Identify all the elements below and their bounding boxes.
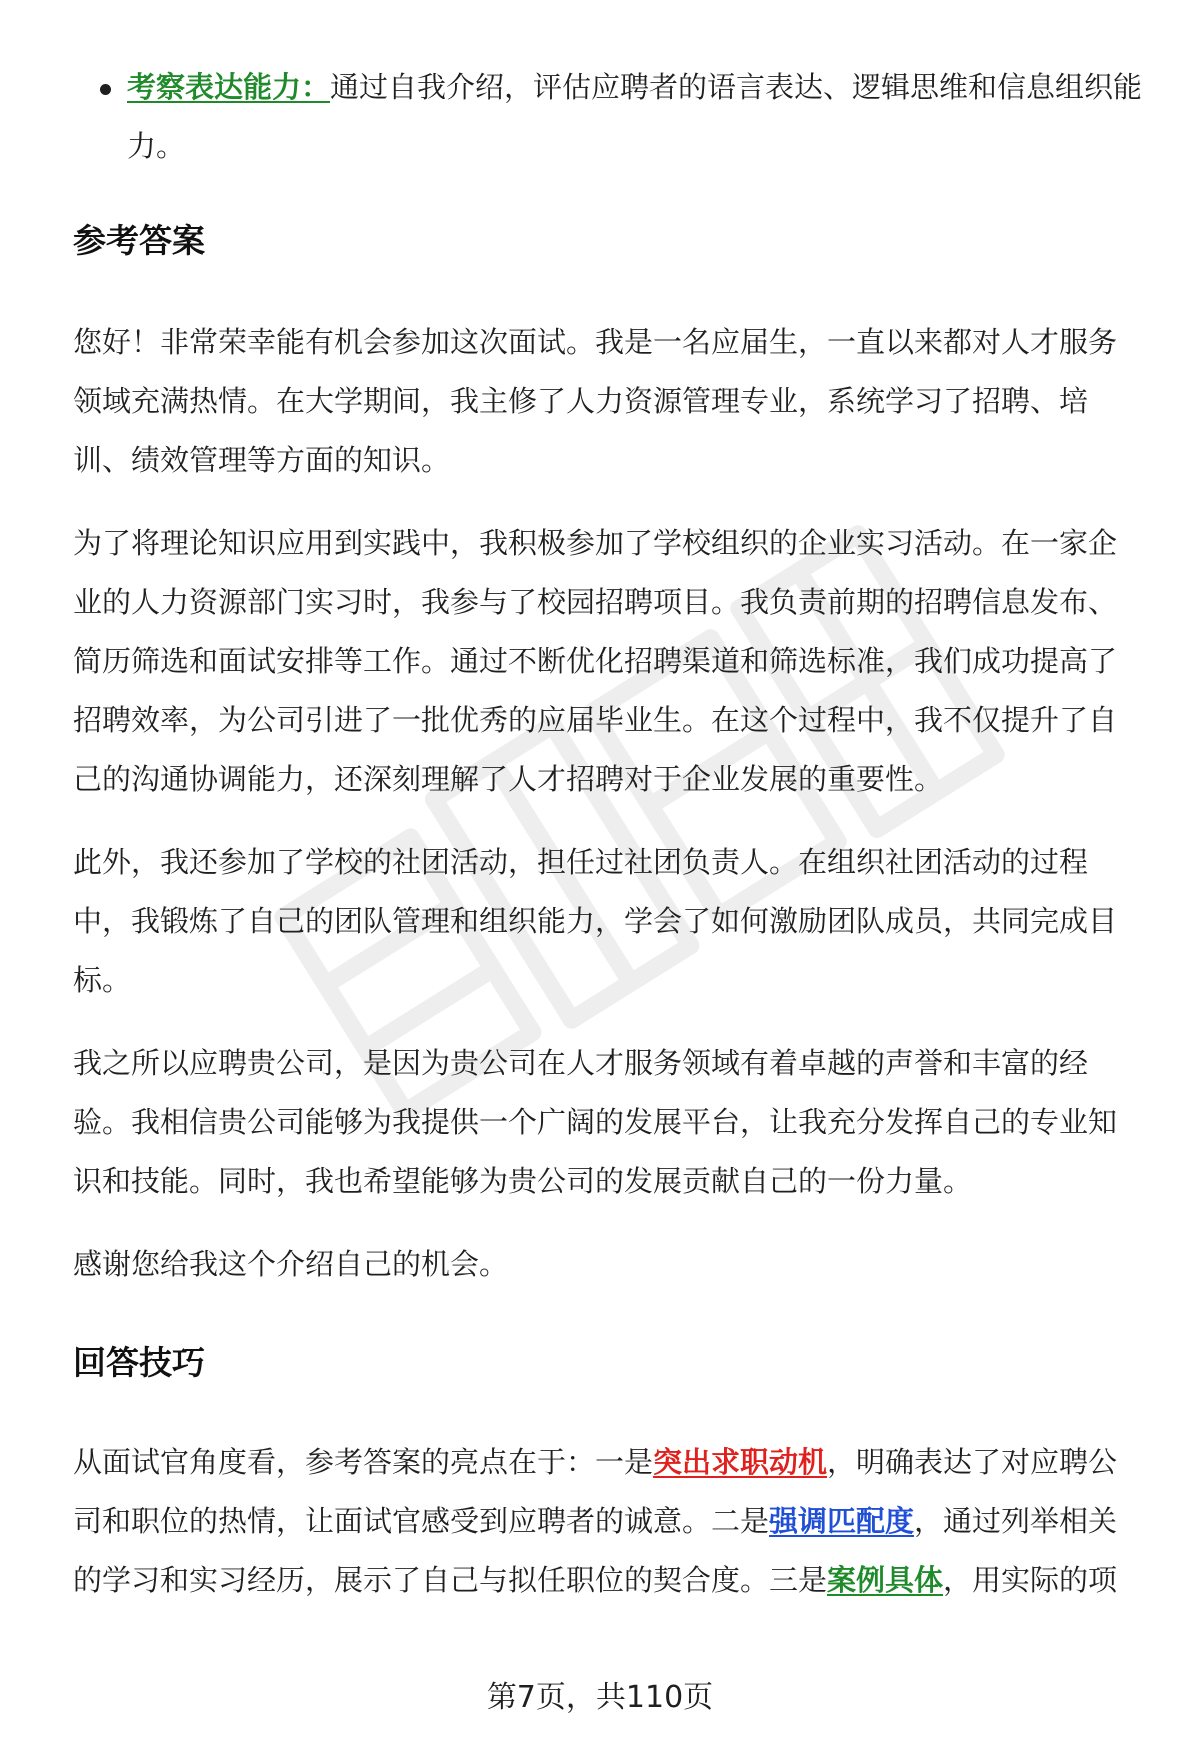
- page-footer: 第7页，共110页: [486, 1680, 714, 1715]
- tips-text-4: ，用实际的项: [943, 1563, 1118, 1597]
- tips-text-3: ，通过列举相关的学习和实习经历，展示了自己与拟任职位的契合度。三是: [73, 1504, 1118, 1597]
- document-body: [73, 58, 1143, 1610]
- bullet-text: 通过自我介绍，评估应聘者的语言表达、逻辑思维和信息组织能力。: [127, 70, 1143, 163]
- tips-paragraph: [73, 1433, 1143, 1610]
- reference-answer-heading: 参考答案: [73, 221, 205, 260]
- reference-paragraph-3: 此外，我还参加了学校的社团活动，担任过社团负责人。在组织社团活动的过程中，我锻炼了自己的团队管理和组织能力，学会了如何激励团队成员，共同完成目标。: [73, 845, 1118, 997]
- tips-highlight-match: 强调匹配度: [769, 1504, 915, 1538]
- tips-highlight-cases: 案例具体: [827, 1563, 944, 1597]
- bullet-dot-icon: [100, 84, 111, 95]
- answer-tips-heading: 回答技巧: [73, 1343, 205, 1382]
- bullet-item: [73, 58, 1143, 176]
- tips-text-2: ，明确表达了对应聘公司和职位的热情，让面试官感受到应聘者的诚意。二是: [73, 1445, 1118, 1538]
- tips-highlight-motivation: 突出求职动机: [653, 1445, 828, 1479]
- reference-paragraph-2: 为了将理论知识应用到实践中，我积极参加了学校组织的企业实习活动。在一家企业的人力资源部门实习时，我参与了校园招聘项目。我负责前期的招聘信息发布、简历筛选和面试安排等工作。通过不断优化招聘渠道和筛选标准，我们成功提高了招聘效率，为公司引进了一批优秀的应届毕业生。在这个过程中，我不仅提升了自己的沟通协调能力，还深刻理解了人才招聘对于企业发展的重要性。: [73, 526, 1118, 796]
- reference-paragraph-1: 您好！非常荣幸能有机会参加这次面试。我是一名应届生，一直以来都对人才服务领域充满热情。在大学期间，我主修了人力资源管理专业，系统学习了招聘、培训、绩效管理等方面的知识。: [73, 325, 1118, 477]
- reference-paragraph-5: 感谢您给我这个介绍自己的机会。: [73, 1247, 509, 1281]
- bullet-label: 考察表达能力：: [127, 70, 331, 104]
- reference-paragraph-4: 我之所以应聘贵公司，是因为贵公司在人才服务领域有着卓越的声誉和丰富的经验。我相信贵公司能够为我提供一个广阔的发展平台，让我充分发挥自己的专业知识和技能。同时，我也希望能够为贵公司的发展贡献自己的一份力量。: [73, 1046, 1118, 1198]
- tips-text-1: 从面试官角度看，参考答案的亮点在于：一是: [73, 1445, 654, 1479]
